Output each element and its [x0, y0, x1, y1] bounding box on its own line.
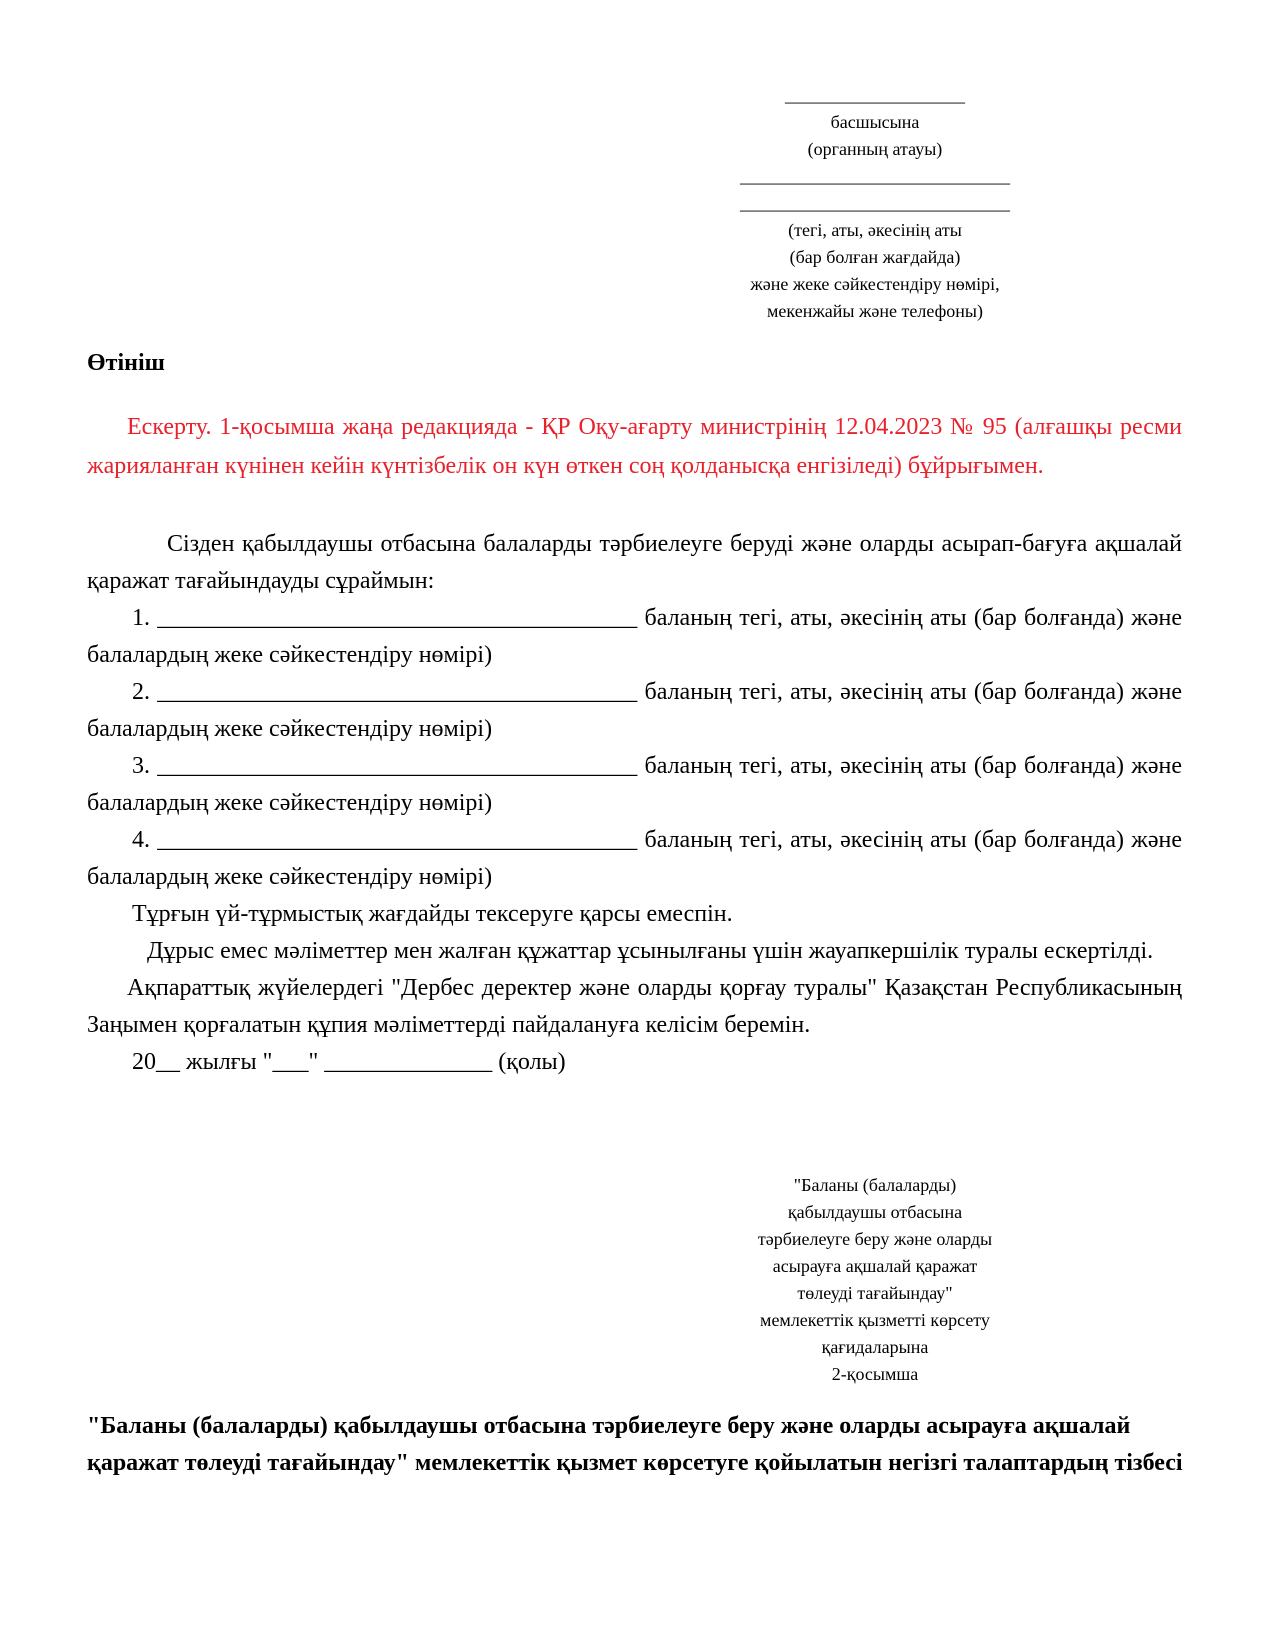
signature-line: 20__ жылғы "___" ______________ (қолы)	[132, 1049, 566, 1075]
addressee-iin-label: және жеке сәйкестендіру нөмірі,	[750, 274, 1000, 294]
child-name-blank: ________________________________________	[157, 605, 638, 631]
child-item-1	[87, 600, 1182, 674]
addressee-block	[700, 82, 1050, 325]
amendment-note: Ескерту. 1-қосымша жаңа редакцияда - ҚР Оқу-ағарту министрінің 12.04.2023 № 95 (алғашқы ресми жарияланған күнінен кейін күнтізбелік он күн өткен соң қолданысқа енгізіледі) бұйрығымен.	[87, 414, 1182, 479]
appendix-line: асырауға ақшалай қаражат	[772, 1256, 978, 1276]
child-item-4	[87, 822, 1182, 896]
appendix-line: қағидаларына	[821, 1337, 929, 1357]
appendix-line: төлеуді тағайындау"	[797, 1283, 953, 1303]
liability-warning-paragraph: Дұрыс емес мәліметтер мен жалған құжаттар ұсынылғаны үшін жауапкершілік туралы ескертілді.	[147, 938, 1154, 964]
addressee-name-blank-2: ______________________________	[740, 193, 1010, 213]
child-item-number: 3.	[132, 753, 150, 779]
child-item-text: баланың тегі, аты, әкесінің аты (бар болғанда) және балалардың жеке сәйкестендіру нөмірі)	[87, 605, 1182, 668]
addressee-name-label: (тегі, аты, әкесінің аты	[788, 220, 962, 240]
housing-consent-paragraph: Тұрғын үй-тұрмыстық жағдайды тексеруге қарсы емеспін.	[132, 901, 733, 927]
requirements-list-title: "Баланы (балаларды) қабылдаушы отбасына тәрбиелеуге беру және оларды асырауға ақшалай қаражат төлеуді тағайындау" мемлекеттік қызмет көрсетуге қойылатын негізгі талаптардың тізбесі	[87, 1413, 1183, 1476]
child-name-blank: ________________________________________	[157, 679, 638, 705]
child-name-blank: ________________________________________	[157, 827, 638, 853]
child-item-text: баланың тегі, аты, әкесінің аты (бар болғанда) және балалардың жеке сәйкестендіру нөмірі)	[87, 753, 1182, 816]
addressee-head-label: басшысына	[830, 112, 920, 132]
appendix-line: мемлекеттік қызметті көрсету	[760, 1310, 990, 1330]
addressee-patronymic-note: (бар болған жағдайда)	[789, 247, 961, 267]
child-item-text: баланың тегі, аты, әкесінің аты (бар болғанда) және балалардың жеке сәйкестендіру нөмірі)	[87, 827, 1182, 890]
request-paragraph: Сізден қабылдаушы отбасына балаларды тәрбиелеуге беруді және оларды асырап-бағуға ақшалай қаражат тағайындауды сұраймын:	[87, 531, 1182, 594]
addressee-name-blank-1: ______________________________	[740, 166, 1010, 186]
appendix-line: "Баланы (балаларды)	[793, 1175, 957, 1195]
data-consent-paragraph: Ақпараттық жүйелердегі "Дербес деректер және оларды қорғау туралы" Қазақстан Республикасының Заңымен қорғалатын құпия мәліметтерді пайдалануға келісім беремін.	[87, 975, 1182, 1038]
appendix-line: тәрбиелеуге беру және оларды	[757, 1229, 993, 1249]
child-item-2	[87, 674, 1182, 748]
addressee-organ-label: (органның атауы)	[807, 139, 943, 159]
document-heading: Өтініш	[87, 350, 165, 376]
appendix-label-block	[700, 1172, 1050, 1388]
child-name-blank: ________________________________________	[157, 753, 638, 779]
child-item-number: 1.	[132, 605, 150, 631]
child-item-text: баланың тегі, аты, әкесінің аты (бар болғанда) және балалардың жеке сәйкестендіру нөмірі)	[87, 679, 1182, 742]
child-item-3	[87, 748, 1182, 822]
addressee-blank-line: ____________________	[785, 85, 965, 105]
appendix-line: қабылдаушы отбасына	[787, 1202, 963, 1222]
child-item-number: 4.	[132, 827, 150, 853]
appendix-number: 2-қосымша	[831, 1364, 919, 1384]
child-item-number: 2.	[132, 679, 150, 705]
application-body	[87, 526, 1182, 1081]
addressee-contact-label: мекенжайы және телефоны)	[767, 301, 983, 321]
